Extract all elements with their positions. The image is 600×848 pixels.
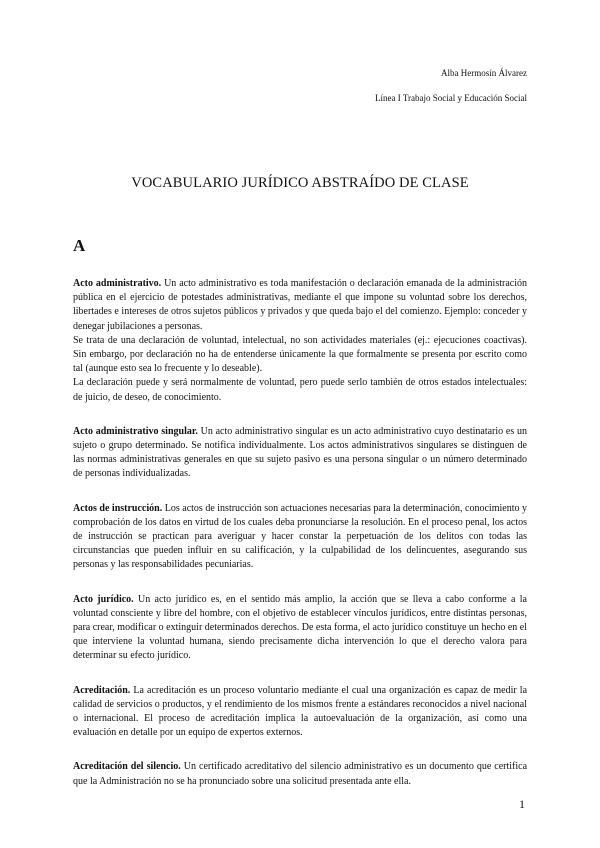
entry-paragraph: [73, 425, 527, 482]
page-title: VOCABULARIO JURÍDICO ABSTRAÍDO DE CLASE: [131, 175, 469, 191]
glossary-body: [73, 277, 527, 809]
entry-term: Acreditación del silencio.: [73, 761, 181, 773]
glossary-entry: [73, 502, 527, 573]
entry-term: Acto administrativo singular.: [73, 425, 198, 437]
glossary-entry: [73, 277, 527, 405]
entry-paragraph: La declaración puede y será normalmente de voluntad, pero puede serlo también de otros estados intelectuales: de juicio, de deseo, de conocimiento.: [73, 377, 527, 403]
glossary-entry: [73, 684, 527, 741]
entry-paragraph: [73, 760, 527, 788]
entry-text: Un acto administrativo singular es un acto administrativo cuyo destinatario es un sujeto o grupo determinado. Se notifica individualmente. Los actos administrativos singulares se distinguen de las normas administrativas generales en que su sujeto pasivo es una persona singular o un número determinado de personas individualizadas.: [73, 425, 527, 480]
entry-text: Los actos de instrucción son actuaciones necesarias para la determinación, conocimiento y comprobación de los datos en virtud de los cuales deba pronunciarse la resolución. En el proceso penal, los actos de instrucción se practican para averiguar y hacer constar la perpetuación de los delitos con todas las circunstancias que pueden influir en su calificación, y la culpabilidad de los delincuentes, asegurando sus personas y las responsabilidades pecuniarias.: [73, 502, 528, 571]
author-name: Alba Hermosín Álvarez: [441, 68, 527, 78]
glossary-entry: [73, 593, 527, 664]
entry-paragraph: [73, 502, 527, 573]
entry-text: Un acto jurídico es, en el sentido más amplio, la acción que se lleva a cabo conforme a la voluntad consciente y libre del hombre, con el objetivo de establecer vínculos jurídicos, entre distintas personas, para crear, modificar o extinguir determinados derechos. De esta forma, el acto jurídico constituye un hecho en el que interviene la voluntad humana, siendo precisamente dicha intervención lo que el derecho valora para determinar su efecto jurídico.: [73, 593, 527, 662]
entry-paragraph: [73, 684, 527, 741]
entry-term: Actos de instrucción.: [73, 502, 163, 514]
entry-paragraph: [73, 593, 527, 664]
entry-term: Acto jurídico.: [73, 593, 134, 605]
entry-paragraph: Se trata de una declaración de voluntad, intelectual, no son actividades materiales (ej.: ejecuciones coactivas). Sin embargo, por declaración no ha de entenderse únicamente la que formalmente se presenta por escrito como tal (aunque esto sea lo frecuente y lo deseable).: [73, 334, 527, 375]
entry-term: Acto administrativo.: [73, 278, 162, 289]
entry-paragraph: [73, 277, 527, 334]
page-number: 1: [519, 797, 525, 811]
glossary-entry: [73, 425, 527, 482]
glossary-entry: [73, 760, 527, 788]
entry-text: Un acto administrativo es toda manifestación o declaración emanada de la administración pública en el ejercicio de potestades administrativas, mediante el que impone su voluntad sobre los derechos, libertades e intereses de otros sujetos públicos y privados y que queda bajo el del comienzo. Ejemplo: conceder y denegar jubilaciones a personas.: [73, 278, 527, 332]
course-line: Línea I Trabajo Social y Educación Social: [375, 93, 527, 103]
entry-term: Acreditación.: [73, 684, 131, 696]
section-letter: A: [73, 236, 86, 255]
entry-text: Un certificado acreditativo del silencio administrativo es un documento que certifica que la Administración no se ha pronunciado sobre una solicitud presentada ante ella.: [73, 761, 528, 787]
entry-text: La acreditación es un proceso voluntario mediante el cual una organización es capaz de medir la calidad de servicios o productos, y el rendimiento de los mismos frente a estándares reconocidos a nivel nacional o internacional. El proceso de acreditación implica la autoevaluación de la organización, así como una evaluación en detalle por un equipo de expertos externos.: [73, 684, 528, 739]
